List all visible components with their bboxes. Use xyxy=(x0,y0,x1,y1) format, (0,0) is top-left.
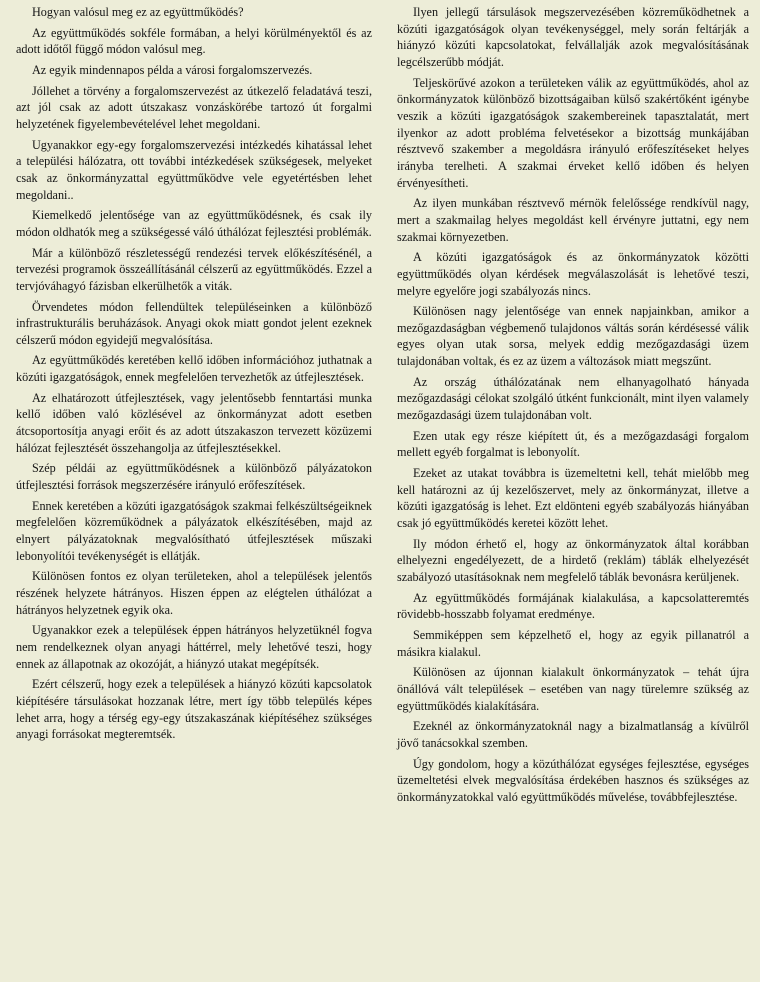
paragraph: Különösen fontos ez olyan területeken, ahol a települések jelentős részének helyzete hátrányos. Hiszen éppen az elégtelen úthálózat a hátrányos helyzetnek egyik oka. xyxy=(16,569,372,617)
paragraph: Ugyanakkor ezek a települések éppen hátrányos helyzetüknél fogva nem rendelkeznek olyan anyagi háttérrel, mely lehetővé teszi, hogy ennek az állapotnak az okozóját, a hiányzó utakat megépítsék. xyxy=(16,623,372,671)
paragraph: Örvendetes módon fellendültek településeinken a különböző infrastrukturális beruházások. Anyagi okok miatt gondot jelent ezeknek célszerű módon egyidejű megvalósítása. xyxy=(16,299,372,347)
paragraph: Úgy gondolom, hogy a közúthálózat egységes fejlesztése, egységes üzemeltetési elvek megvalósítása érdekében hasznos és szükséges az önkormányzatokkal való együttműködés művelése, továbbfejlesztése. xyxy=(397,756,749,804)
paragraph: Az ilyen munkában résztvevő mérnök felelőssége rendkívül nagy, mert a szakmailag helyes megoldást kell érvényre juttatni, egy nem szakmai környezetben. xyxy=(397,196,749,244)
paragraph: Az egyik mindennapos példa a városi forgalomszervezés. xyxy=(32,62,313,77)
paragraph: Ezeket az utakat továbbra is üzemeltetni kell, tehát mielőbb meg kell határozni az új kezelőszervet, mely az önkormányzat, illetve a közúti igazgatóság is lehet. Ezt eldönteni egyéb szabályozás hiányában csak jó együttműködés keretei között lehet. xyxy=(397,466,749,531)
paragraph: Ezért célszerű, hogy ezek a települések a hiányzó közúti kapcsolatok kiépítésére társulásokat hozzanak létre, mert így több település képes lehet arra, hogy a térség egy-egy útszakaszának kiépítéséhez szükséges anyagi forrásokat megteremtsék. xyxy=(16,677,372,742)
paragraph: Ily módon érhető el, hogy az önkormányzatok által korábban elhelyezni engedélyezett, de a hirdető (reklám) táblák elhelyezését szabályozó utasításoknak nem megfelelő táblák bevonásra kerüljenek. xyxy=(397,536,749,584)
right-text-column xyxy=(397,4,749,810)
paragraph: Hogyan valósul meg ez az együttműködés? xyxy=(32,5,244,19)
paragraph: Szép példái az együttműködésnek a különböző pályázatokon útfejlesztési források megszerzésére irányuló erőfeszítések. xyxy=(16,461,372,493)
paragraph: Ilyen jellegű társulások megszervezésében közreműködhetnek a közúti igazgatóságok olyan tevékenységgel, mely során feltárják a hiányzó közúti kapcsolatokat, felvállalják azok megvalósításának legcélszerűbb módját. xyxy=(397,5,749,69)
paragraph: Semmiképpen sem képzelhető el, hogy az egyik pillanatról a másikra kialakul. xyxy=(397,627,749,659)
left-text-column xyxy=(16,4,372,747)
paragraph: Az ország úthálózatának nem elhanyagolható hányada mezőgazdasági célokat szolgáló útként funkcionált, mint ilyen valamely mezőgazdasági üzem tulajdonában volt. xyxy=(397,374,749,423)
paragraph: Az együttműködés sokféle formában, a helyi körülményektől és az adott időtől függő módon valósul meg. xyxy=(16,25,372,57)
paragraph: Az együttműködés formájának kialakulása, a kapcsolatteremtés rövidebb-hosszabb folyamat eredménye. xyxy=(397,590,749,622)
paragraph: Kiemelkedő jelentősége van az együttműködésnek, és csak ily módon oldhatók meg a szükségessé váló úthálózat fejlesztési problémák. xyxy=(16,208,372,239)
paragraph: Teljeskörűvé azokon a területeken válik az együttműködés, ahol az önkormányzatok különböző bizottságaiban külső szakértőként igénybe veszik a közúti igazgatóságok szakembereinek tapasztalatát, mert ilyenkor az adott probléma felvetésekor a bizottság munkájában résztvevő szakember a megoldásra irányuló erőfeszítéseket helyes irányba terelheti. A szakmai érveket kellő időben és helyen érvényesítheti. xyxy=(397,75,749,190)
paragraph: Az elhatározott útfejlesztések, vagy jelentősebb fenntartási munka kellő időben való közlésével az önkormányzat adott esetben átcsoportosítja anyagi erőit és az adott útszakaszon tervezett közüzemi hálózat fejlesztését összehangolja az útfejlesztésekkel. xyxy=(16,390,372,455)
paragraph: Ezen utak egy része kiépített út, és a mezőgazdasági forgalom mellett egyéb forgalmat is lebonyolít. xyxy=(397,428,749,460)
paragraph: Ennek keretében a közúti igazgatóságok szakmai felkészültségeiknek megfelelően közreműködnek a pályázatok elkészítésében, majd az elnyert pályázatoknak megvalósítható útfejlesztések műszaki lebonyolítói tevékenységét is ellátják. xyxy=(16,498,372,563)
paragraph: Jóllehet a törvény a forgalomszervezést az útkezelő feladatává teszi, azt jól csak az adott útszakasz vonzáskörébe tartozó út forgalmi helyzetének figyelembevételével lehet megoldani. xyxy=(16,83,372,131)
paragraph: A közúti igazgatóságok és az önkormányzatok közötti együttműködés olyan kérdések megválaszolását is lehetővé teszi, melyre egyelőre jogi szabályozás nincs. xyxy=(397,250,749,298)
paragraph: Különösen nagy jelentősége van ennek napjainkban, amikor a mezőgazdaságban végbemenő tulajdonos váltás során kérdésessé válik egyes olyan utak sorsa, melyek eddig mezőgazdasági üzem tulajdonában voltak, és ez az üzem a változások miatt megszűnt. xyxy=(397,304,749,369)
paragraph: Ugyanakkor egy-egy forgalomszervezési intézkedés kihatással lehet a települési hálózatra, ott további intézkedések szükségesek, melyeket csak az önkormányzattal együttműködve vele egyetértésben lehet megoldani.. xyxy=(16,137,372,202)
paragraph: Ezeknél az önkormányzatoknál nagy a bizalmatlanság a kívülről jövő tanácsokkal szemben. xyxy=(397,719,749,750)
paragraph: Az együttműködés keretében kellő időben információhoz juthatnak a közúti igazgatóságok, ennek megfelelően tervezhetők az útfejlesztések. xyxy=(16,353,372,385)
paragraph: Már a különböző részletességű rendezési tervek előkészítésénél, a tervezési programok összeállításánál célszerű az együttműködés. Ezzel a tervjóváhagyó fázisban elkerülhetők a viták. xyxy=(16,245,372,293)
paragraph: Különösen az újonnan kialakult önkormányzatok – tehát újra önállóvá vált települések – esetében van nagy türelemre szükség az együttműködés kialakítására. xyxy=(397,665,749,713)
